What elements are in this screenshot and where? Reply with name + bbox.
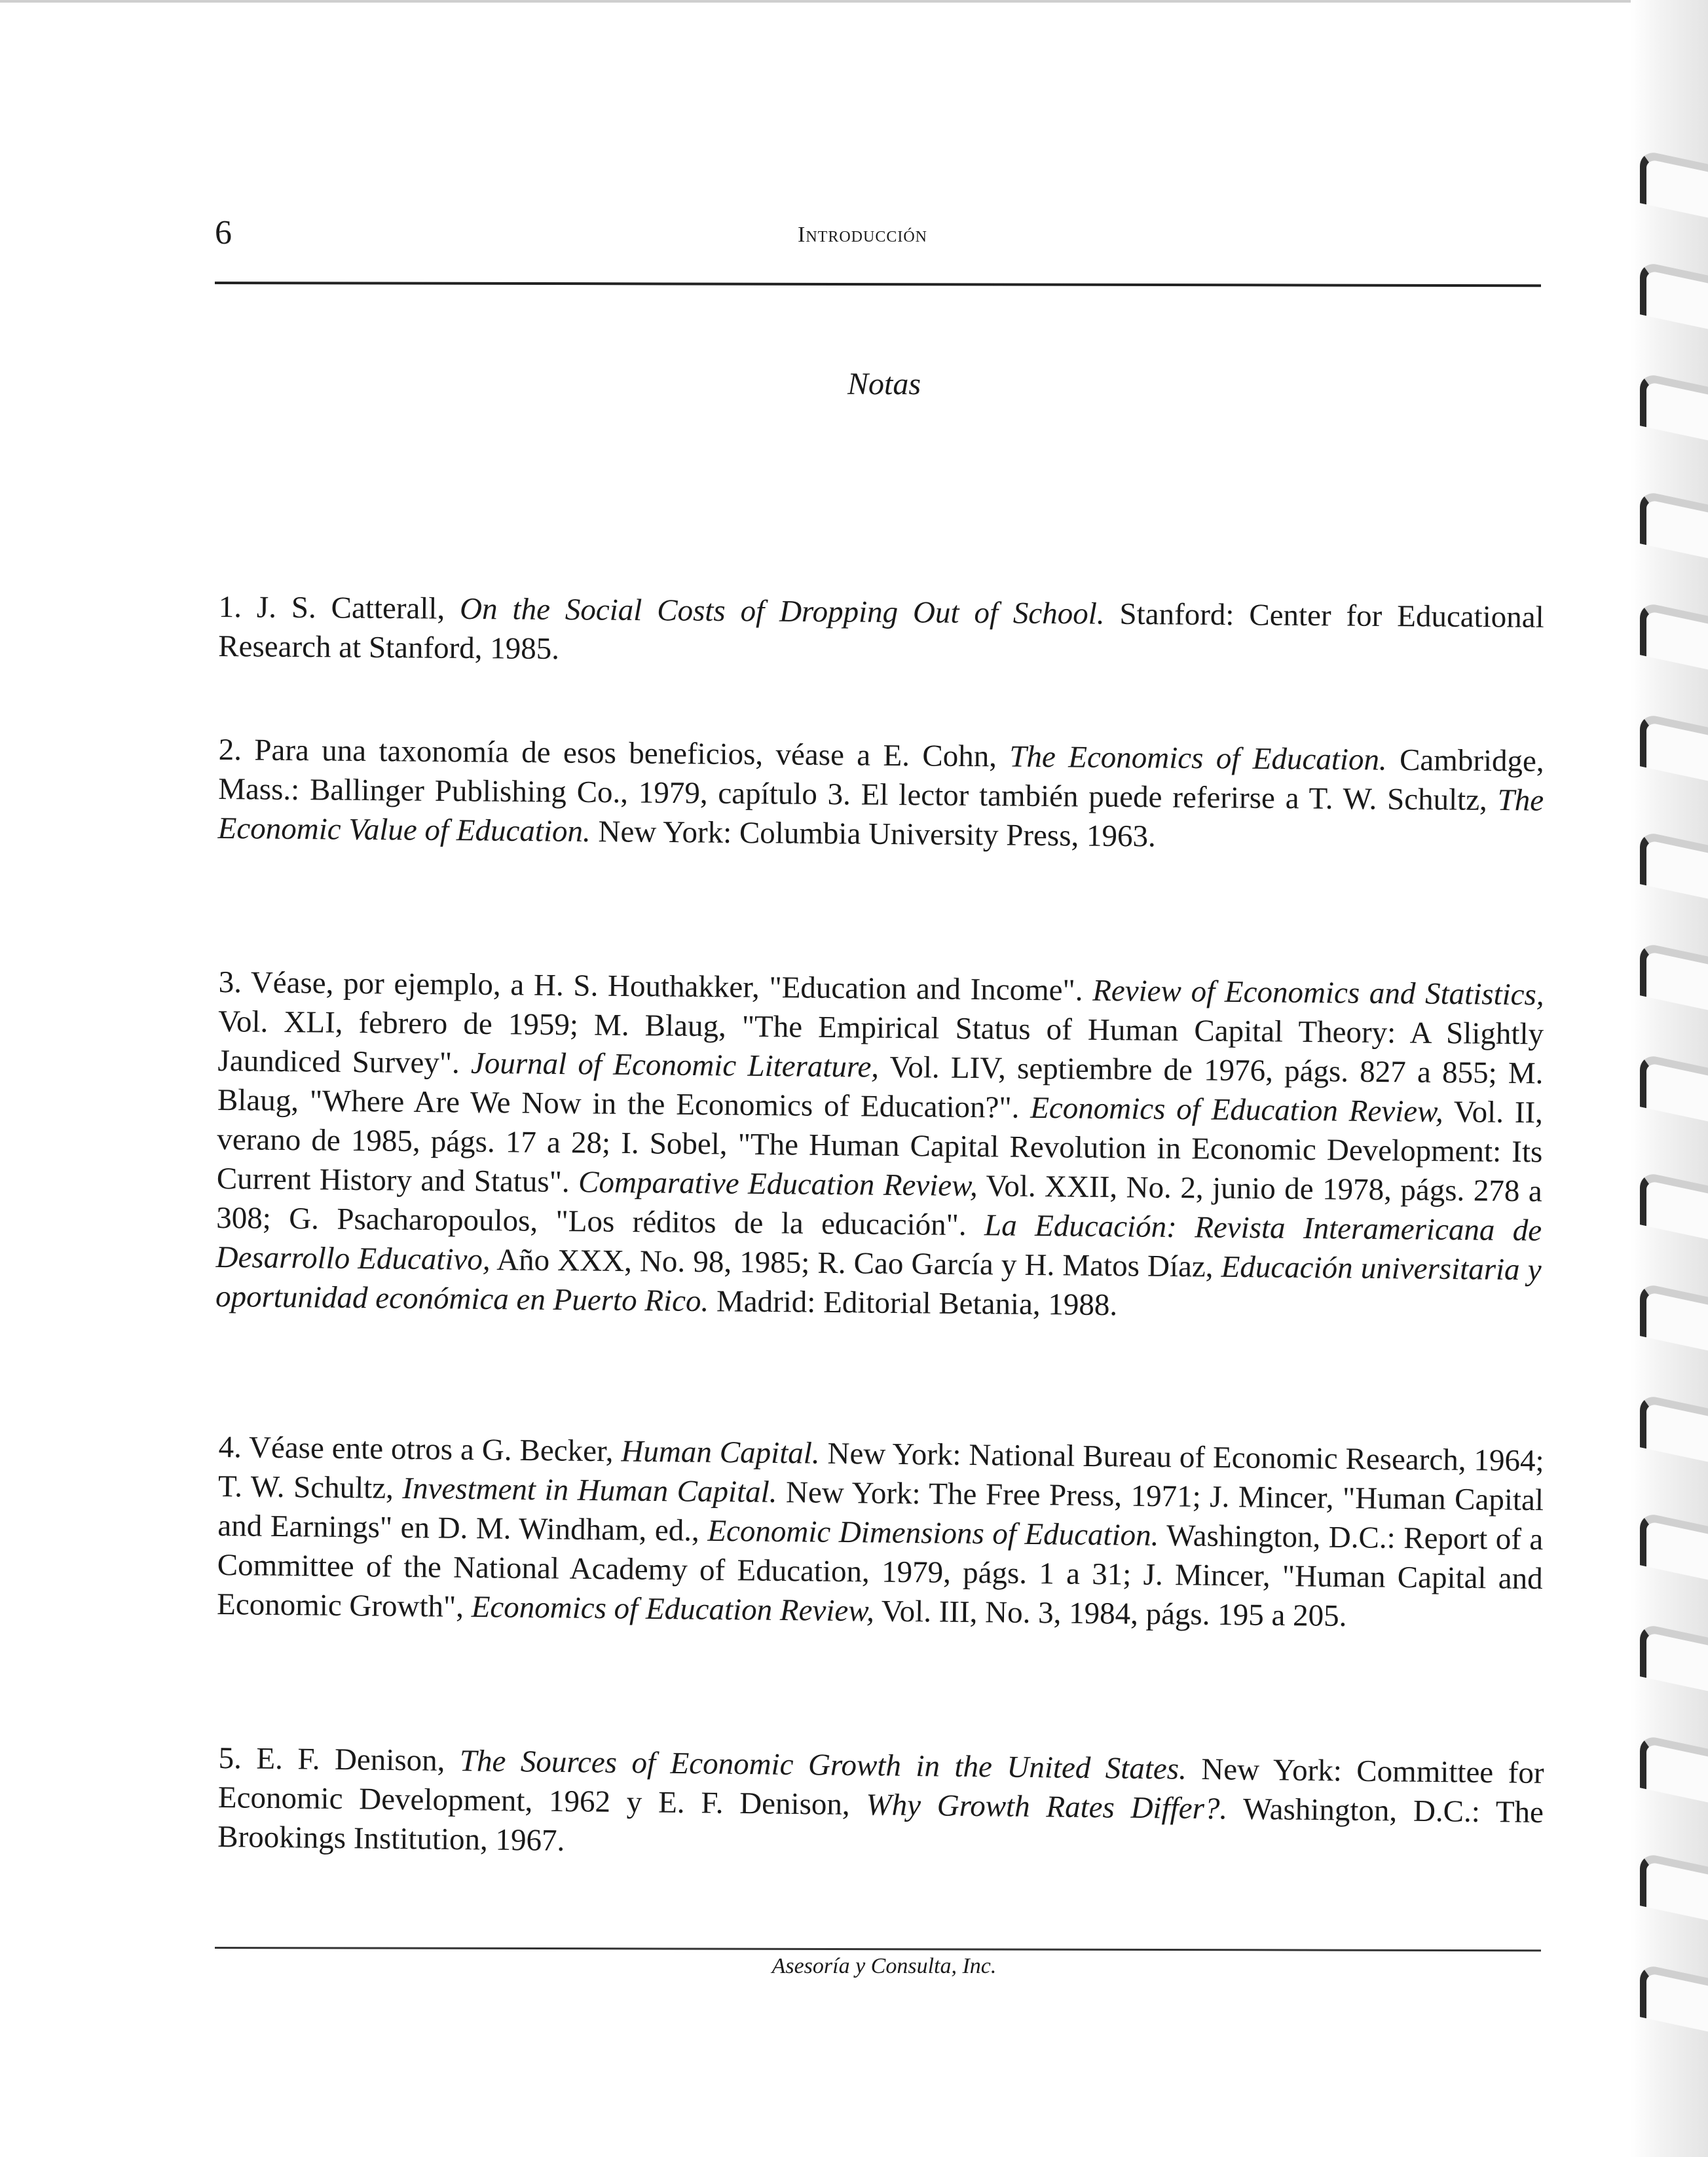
note-text: Stanford: Center for Educational Research at Stanford, 1985.: [218, 597, 1544, 667]
footer-publisher: Asesoría y Consulta, Inc.: [771, 1954, 997, 1978]
note-title: Economics of Education Review,: [471, 1590, 875, 1629]
note-text: 4. Véase ente otros a G. Becker,: [218, 1429, 622, 1469]
note-text: 5. E. F. Denison,: [218, 1741, 460, 1779]
binding-coil: [1640, 490, 1708, 559]
binding-coil: [1640, 1171, 1708, 1240]
binding-coil: [1640, 1511, 1708, 1580]
note-title: Economic Dimensions of Education.: [707, 1513, 1159, 1553]
binding-coil: [1640, 1963, 1708, 2032]
binding-coil: [1640, 712, 1708, 781]
note-title: Educación universitaria y oportunidad económica en Puerto Rico.: [215, 1249, 1542, 1319]
note-title: Human Capital.: [621, 1434, 820, 1471]
page-number: 6: [215, 214, 232, 251]
note-text: New York: Columbia University Press, 1963.: [590, 814, 1156, 854]
binding-coil: [1640, 149, 1708, 218]
note-text: New York: The Free Press, 1971; J. Mincer, "Human Capital and Earnings" en D. M. Windham, ed.,: [217, 1475, 1544, 1548]
binding-coil: [1640, 830, 1708, 899]
note-title: Economics of Education Review,: [1030, 1090, 1444, 1129]
footer-rule: [215, 1947, 1541, 1951]
binding-coil: [1640, 1393, 1708, 1462]
binding-coil: [1640, 1734, 1708, 1803]
binding-coil: [1640, 1053, 1708, 1122]
spiral-binding: [1631, 0, 1708, 2157]
note-title: The Sources of Economic Growth in the United States.: [459, 1744, 1187, 1786]
note-title: Journal of Economic Literature,: [470, 1046, 880, 1084]
binding-coil: [1640, 1623, 1708, 1691]
note-text: Vol. III, No. 3, 1984, págs. 195 a 205.: [874, 1594, 1347, 1634]
binding-coil: [1640, 261, 1708, 329]
note-title: Why Growth Rates Differ?.: [866, 1788, 1228, 1826]
note-title: On the Social Costs of Dropping Out of School.: [459, 591, 1105, 631]
note-text: 2. Para una taxonomía de esos beneficios, véase a E. Cohn,: [218, 732, 1010, 774]
note-title: Review of Economics and Statistics,: [1092, 973, 1544, 1012]
binding-coil: [1640, 1852, 1708, 1921]
note-text: Año XXX, No. 98, 1985; R. Cao García y H. Matos Díaz,: [490, 1243, 1221, 1284]
note-text: New York: National Bureau of Economic Research, 1964; T. W. Schultz,: [217, 1436, 1544, 1505]
section-title: Notas: [847, 367, 921, 401]
note-title: Comparative Education Review,: [578, 1165, 978, 1204]
note-3: [215, 963, 1544, 1329]
binding-coil: [1640, 372, 1708, 441]
note-text: Vol. XXII, No. 2, junio de 1978, págs. 278 a 308; G. Psacharopoulos, "Los réditos de la educación".: [216, 1169, 1542, 1243]
note-title: The Economics of Education.: [1009, 739, 1387, 777]
note-text: 3. Véase, por ejemplo, a H. S. Houthakker, "Education and Income".: [218, 965, 1093, 1008]
note-title: La Educación: Revista Interamericana de Desarrollo Educativo,: [215, 1208, 1542, 1278]
note-text: Vol. LIV, septiembre de 1976, págs. 827 a 855; M. Blaug, "Where Are We Now in the Economics of Education?".: [217, 1050, 1544, 1125]
note-text: 1. J. S. Catterall,: [218, 589, 460, 626]
binding-coil: [1640, 1282, 1708, 1351]
note-text: Washington, D.C.: Report of a Committee of the National Academy of Education, 1979, págs. 1 a 31; J. Mincer, "Human Capital and Economic Growth",: [216, 1519, 1544, 1625]
note-1: [218, 587, 1544, 676]
note-title: The Economic Value of Education.: [217, 783, 1544, 849]
note-text: Washington, D.C.: The Brookings Institution, 1967.: [217, 1792, 1544, 1858]
binding-coil: [1640, 601, 1708, 670]
scan-top-edge: [0, 0, 1708, 3]
note-4: [217, 1428, 1544, 1638]
note-text: Vol. XLI, febrero de 1959; M. Blaug, "The Empirical Status of Human Capital Theory: A Slightly Jaundiced Survey".: [217, 1004, 1544, 1080]
note-2: [217, 730, 1544, 860]
running-head: Introducción: [798, 223, 927, 247]
header-rule: [215, 282, 1541, 287]
note-text: Vol. II, verano de 1985, págs. 17 a 28; I. Sobel, "The Human Capital Revolution in Economic Development: Its Current History and Status".: [216, 1094, 1544, 1200]
note-5: [217, 1739, 1544, 1871]
note-text: Madrid: Editorial Betania, 1988.: [708, 1284, 1118, 1323]
note-text: Cambridge, Mass.: Ballinger Publishing Co., 1979, capítulo 3. El lector también puede referirse a T. W. Schultz,: [217, 743, 1544, 818]
note-text: New York: Committee for Economic Development, 1962 y E. F. Denison,: [217, 1752, 1544, 1822]
note-title: Investment in Human Capital.: [402, 1471, 777, 1509]
binding-coil: [1640, 942, 1708, 1010]
